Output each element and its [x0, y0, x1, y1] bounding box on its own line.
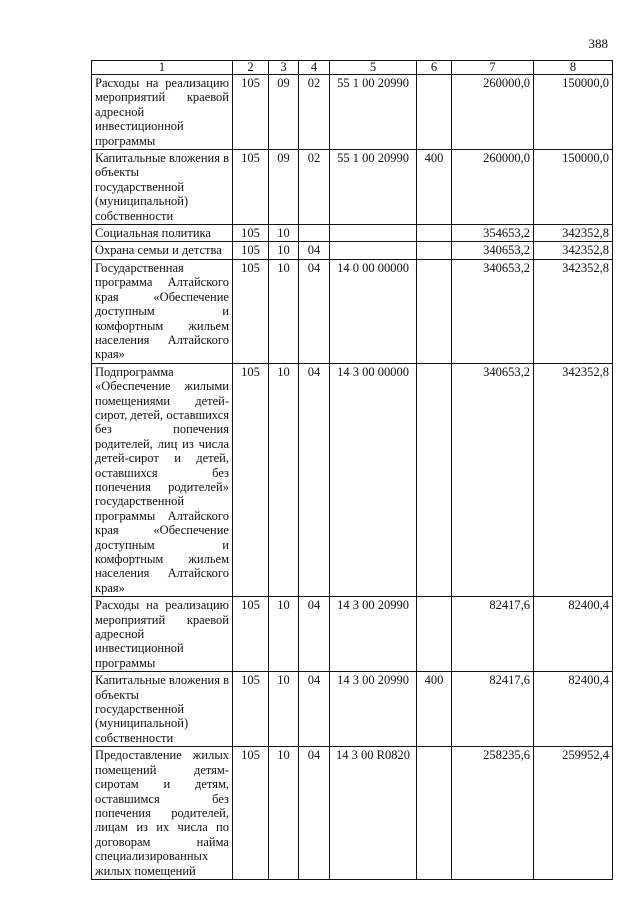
row-section: 09: [269, 150, 299, 225]
row-amount-1: 82417,6: [452, 672, 534, 747]
table-row: [92, 242, 613, 259]
row-expense-type: [417, 225, 452, 242]
row-amount-1: 354653,2: [452, 225, 534, 242]
row-target-article: 14 3 00 00000: [330, 363, 417, 597]
row-subsection: 04: [299, 363, 330, 597]
row-ministry-code: 105: [233, 747, 269, 880]
row-amount-2: 150000,0: [534, 150, 613, 225]
row-amount-1: 260000,0: [452, 150, 534, 225]
row-amount-1: 340653,2: [452, 242, 534, 259]
row-ministry-code: 105: [233, 597, 269, 672]
row-subsection: 04: [299, 747, 330, 880]
header-row: [92, 61, 613, 75]
table-row: [92, 597, 613, 672]
row-subsection: [299, 225, 330, 242]
row-target-article: [330, 225, 417, 242]
row-amount-2: 259952,4: [534, 747, 613, 880]
row-section: 10: [269, 259, 299, 363]
row-name: Охрана семьи и детства: [92, 242, 233, 259]
row-target-article: 14 3 00 20990: [330, 672, 417, 747]
header-col-2: 2: [233, 61, 269, 75]
row-expense-type: 400: [417, 672, 452, 747]
row-ministry-code: 105: [233, 242, 269, 259]
row-section: 10: [269, 747, 299, 880]
header-col-6: 6: [417, 61, 452, 75]
row-section: 10: [269, 672, 299, 747]
table-row: [92, 225, 613, 242]
budget-table: [91, 60, 613, 880]
header-col-3: 3: [269, 61, 299, 75]
row-section: 09: [269, 75, 299, 150]
row-expense-type: [417, 363, 452, 597]
row-ministry-code: 105: [233, 75, 269, 150]
row-amount-1: 260000,0: [452, 75, 534, 150]
row-target-article: 14 3 00 20990: [330, 597, 417, 672]
row-expense-type: 400: [417, 150, 452, 225]
row-subsection: 04: [299, 672, 330, 747]
row-amount-1: 258235,6: [452, 747, 534, 880]
row-amount-1: 340653,2: [452, 259, 534, 363]
header-col-4: 4: [299, 61, 330, 75]
header-col-5: 5: [330, 61, 417, 75]
table-row: [92, 150, 613, 225]
row-amount-1: 340653,2: [452, 363, 534, 597]
table-row: [92, 75, 613, 150]
row-section: 10: [269, 363, 299, 597]
row-subsection: 04: [299, 259, 330, 363]
row-target-article: [330, 242, 417, 259]
row-ministry-code: 105: [233, 225, 269, 242]
row-section: 10: [269, 242, 299, 259]
row-amount-2: 150000,0: [534, 75, 613, 150]
row-subsection: 04: [299, 242, 330, 259]
row-subsection: 02: [299, 75, 330, 150]
row-target-article: 55 1 00 20990: [330, 150, 417, 225]
row-name: Капитальные вложения в объекты государственной (муниципальной) собственности: [92, 672, 233, 747]
table-row: [92, 363, 613, 597]
row-section: 10: [269, 597, 299, 672]
row-amount-2: 342352,8: [534, 225, 613, 242]
table-row: [92, 747, 613, 880]
row-name: Расходы на реализацию мероприятий краевой адресной инвестиционной программы: [92, 75, 233, 150]
row-amount-2: 82400,4: [534, 597, 613, 672]
row-expense-type: [417, 747, 452, 880]
row-name: Социальная политика: [92, 225, 233, 242]
row-amount-2: 342352,8: [534, 259, 613, 363]
table-row: [92, 672, 613, 747]
row-expense-type: [417, 242, 452, 259]
row-name: Капитальные вложения в объекты государственной (муниципальной) собственности: [92, 150, 233, 225]
table-row: [92, 259, 613, 363]
header-col-1: 1: [92, 61, 233, 75]
row-ministry-code: 105: [233, 672, 269, 747]
row-amount-1: 82417,6: [452, 597, 534, 672]
row-expense-type: [417, 75, 452, 150]
row-target-article: 14 0 00 00000: [330, 259, 417, 363]
row-expense-type: [417, 259, 452, 363]
row-subsection: 04: [299, 597, 330, 672]
row-name: Расходы на реализацию мероприятий краевой адресной инвестиционной программы: [92, 597, 233, 672]
row-amount-2: 342352,8: [534, 363, 613, 597]
row-amount-2: 342352,8: [534, 242, 613, 259]
row-ministry-code: 105: [233, 150, 269, 225]
row-name: Государственная программа Алтайского края «Обеспечение доступным и комфортным жильем населения Алтайского края»: [92, 259, 233, 363]
row-amount-2: 82400,4: [534, 672, 613, 747]
row-expense-type: [417, 597, 452, 672]
row-subsection: 02: [299, 150, 330, 225]
header-col-7: 7: [452, 61, 534, 75]
page-number: 388: [588, 36, 608, 51]
row-target-article: 55 1 00 20990: [330, 75, 417, 150]
row-name: Подпрограмма «Обеспечение жилыми помещениями детей-сирот, детей, оставшихся без попечения родителей, лиц из числа детей-сирот и детей, оставшихся без попечения родителей» государственной программы Алтайского края «Обеспечение доступным и комфортным жильем населения Алтайского края»: [92, 363, 233, 597]
row-ministry-code: 105: [233, 363, 269, 597]
header-col-8: 8: [534, 61, 613, 75]
row-target-article: 14 3 00 R0820: [330, 747, 417, 880]
row-ministry-code: 105: [233, 259, 269, 363]
row-section: 10: [269, 225, 299, 242]
row-name: Предоставление жилых помещений детям-сиротам и детям, оставшимся без попечения родителей, лицам из их числа по договорам найма специализированных жилых помещений: [92, 747, 233, 880]
